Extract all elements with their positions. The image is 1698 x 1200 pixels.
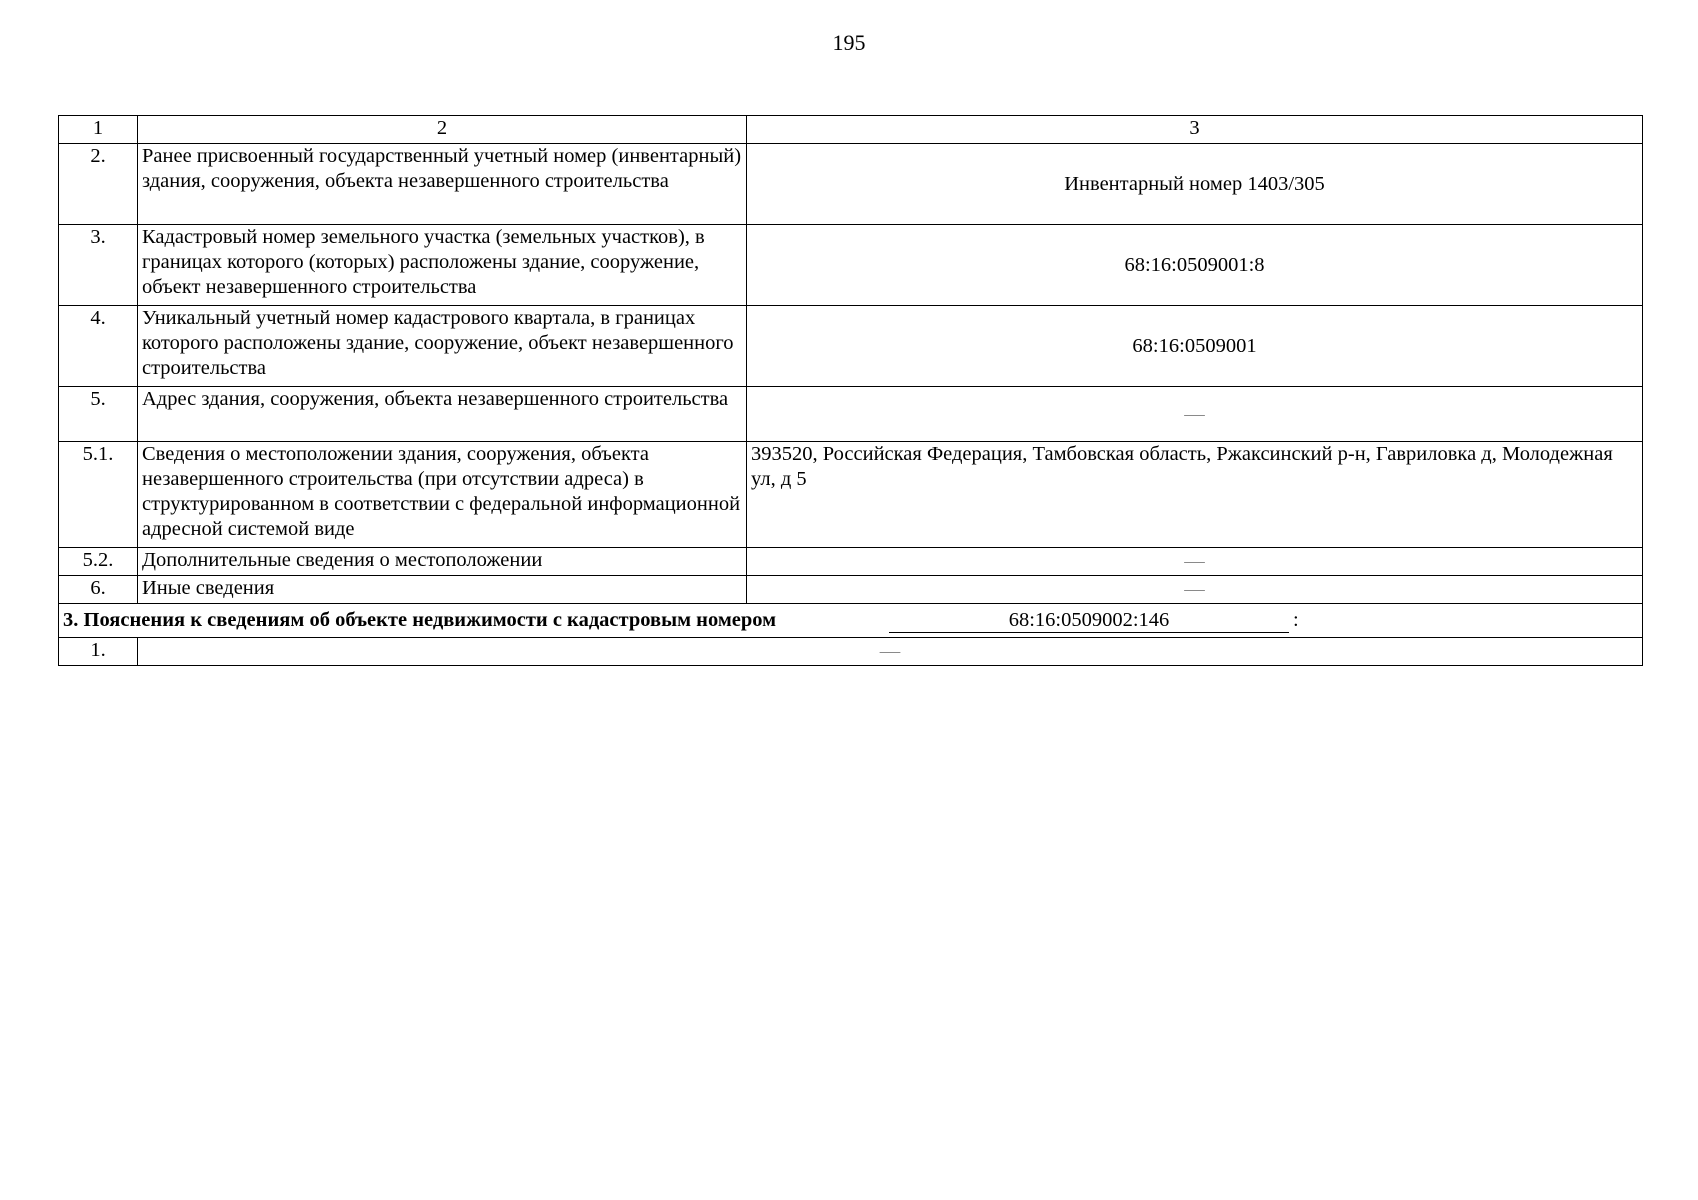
section-colon: : [1293,609,1299,631]
row-number: 3. [59,225,138,306]
row-label: Уникальный учетный номер кадастрового квартала, в границах которого расположены здание, сооружение, объект незавершенного строительства [138,306,747,387]
table-row [59,638,1643,666]
table-row [59,144,1643,225]
row-label: Иные сведения [138,576,747,604]
table-header-row [59,116,1643,144]
row-value [747,387,1643,442]
empty-dash: — [1184,578,1205,600]
table-row [59,225,1643,306]
cadastral-info-table [58,115,1643,666]
row-number: 5.1. [59,442,138,548]
row-label: Ранее присвоенный государственный учетный номер (инвентарный) здания, сооружения, объекта незавершенного строительства [138,144,747,225]
row-value: 68:16:0509001 [747,306,1643,387]
row-value [138,638,1643,666]
table-row [59,306,1643,387]
header-col-2: 2 [138,116,747,144]
row-number: 6. [59,576,138,604]
row-number: 4. [59,306,138,387]
table-row [59,548,1643,576]
row-number: 5. [59,387,138,442]
empty-dash: — [1184,402,1205,425]
row-value [747,576,1643,604]
row-value: 393520, Российская Федерация, Тамбовская область, Ржаксинский р-н, Гавриловка д, Молодежная ул, д 5 [747,442,1643,548]
row-value: Инвентарный номер 1403/305 [747,144,1643,225]
row-label: Сведения о местоположении здания, сооружения, объекта незавершенного строительства (при отсутствии адреса) в структурированном в соответствии с федеральной информационной адресной системой виде [138,442,747,548]
row-label: Адрес здания, сооружения, объекта незавершенного строительства [138,387,747,442]
row-label: Дополнительные сведения о местоположении [138,548,747,576]
table-row [59,387,1643,442]
table-row [59,442,1643,548]
row-value: 68:16:0509001:8 [747,225,1643,306]
page-number: 195 [832,30,866,55]
row-number: 5.2. [59,548,138,576]
section-header-cell [59,604,1643,638]
row-number: 2. [59,144,138,225]
table-row [59,576,1643,604]
row-number: 1. [59,638,138,666]
empty-dash: — [1184,550,1205,572]
section-title: 3. Пояснения к сведениям об объекте недвижимости с кадастровым номером [63,609,777,631]
row-label: Кадастровый номер земельного участка (земельных участков), в границах которого (которых) расположены здание, сооружение, объект незавершенного строительства [138,225,747,306]
row-value [747,548,1643,576]
empty-dash: — [879,640,901,662]
section-header-row [59,604,1643,638]
header-col-1: 1 [59,116,138,144]
section-cadastral-number: 68:16:0509002:146 [889,608,1289,633]
header-col-3: 3 [747,116,1643,144]
